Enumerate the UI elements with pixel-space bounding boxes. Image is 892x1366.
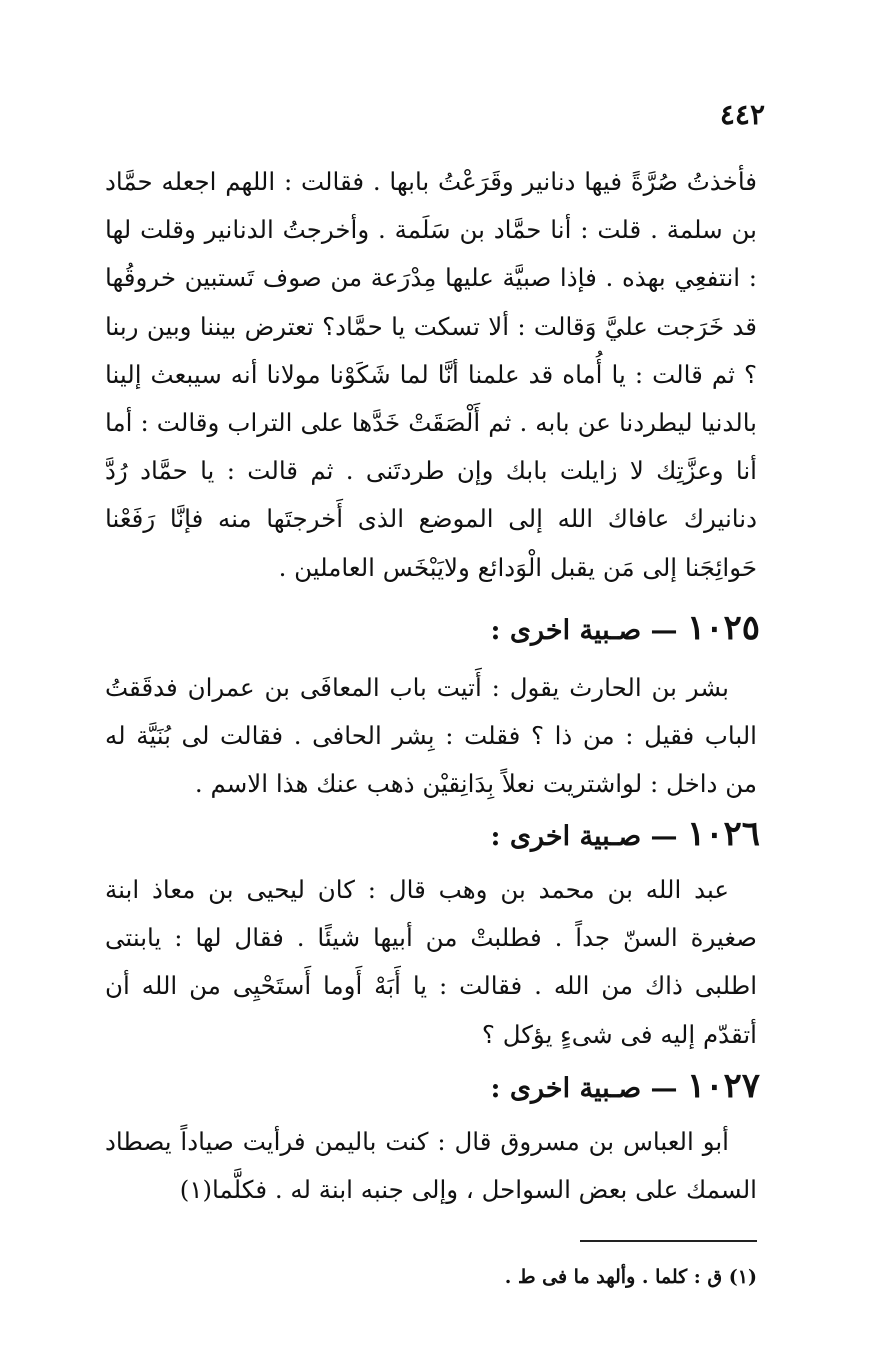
section-body-1026 [105, 866, 757, 1059]
footnote: (١) ق : كلما . وألهد ما فى ط . [504, 1266, 757, 1288]
page-number: ٤٤٢ [719, 98, 765, 131]
section-body-1025 [105, 664, 757, 809]
section-dash: — [650, 615, 678, 646]
section-text: أبو العباس بن مسروق قال : كنت باليمن فرأيت صياداً يصطاد السمك على بعض السواحل ، وإلى جنبه ابنة له . فكلَّما(١) [105, 1127, 757, 1205]
section-title: صـبية اخرى : [490, 821, 642, 852]
paragraph-continued [105, 158, 757, 592]
section-number: ١٠٢٦ [686, 814, 760, 854]
section-text: بشر بن الحارث يقول : أَتيت باب المعافَى بن عمران فدقَقتُ الباب فقيل : من ذا ؟ فقلت : بِشر الحافى . فقالت لى بُنَيَّة له من داخل : لواشتريت نعلاً بِدَانِقيْن ذهب عنك هذا الاسم . [105, 673, 757, 799]
section-title: صـبية اخرى : [490, 1073, 642, 1104]
section-dash: — [650, 1073, 678, 1104]
section-dash: — [650, 821, 678, 852]
section-number: ١٠٢٧ [686, 1066, 760, 1106]
section-title: صـبية اخرى : [490, 615, 642, 646]
footnote-divider [580, 1240, 757, 1242]
section-number: ١٠٢٥ [686, 608, 760, 648]
section-heading-1026 [105, 814, 760, 857]
section-text: عبد الله بن محمد بن وهب قال : كان ليحيى بن معاذ ابنة صغيرة السنّ جداً . فطلبتْ من أبيها شيئًا . فقال لها : يابنتى اطلبى ذاك من الله . فقالت : يا أَبَهْ أَوما أَستَحْيِى من الله أن أتقدّم إليه فى شىءٍ يؤكل ؟ [105, 875, 757, 1049]
paragraph-text: فأخذتُ صُرَّةً فيها دنانير وقَرَعْتُ بابها . فقالت : اللهم اجعله حمَّاد بن سلمة . قلت : أنا حمَّاد بن سَلَمة . وأخرجتُ الدنانير وقلت لها : انتفعِي بهذه . فإذا صبيَّة عليها مِدْرَعة من صوف تَستبين خروقُها قد خَرَجت عليَّ وَقالت : ألا تسكت يا حمَّاد؟ تعترض بيننا وبين ربنا ؟ ثم قالت : يا أُماه قد علمنا أنَّا لما شَكَوْنا مولانا أنه سيبعث إلينا بالدنيا ليطردنا عن بابه . ثم أَلْصَقَتْ خَدَّها على التراب وقالت : أما أنا وعزَّتِك لا زايلت بابك وإن طردتَنى . ثم قالت : يا حمَّاد رُدَّ دنانيرك عافاك الله إلى الموضع الذى أَخرجتَها منه فإنَّا رَفَعْنا حَوائِجَنا إلى مَن يقبل الْوَدائع ولايَبْخَس العاملين . [105, 167, 757, 582]
section-heading-1025 [105, 608, 760, 651]
section-body-1027 [105, 1118, 757, 1214]
section-heading-1027 [105, 1066, 760, 1109]
